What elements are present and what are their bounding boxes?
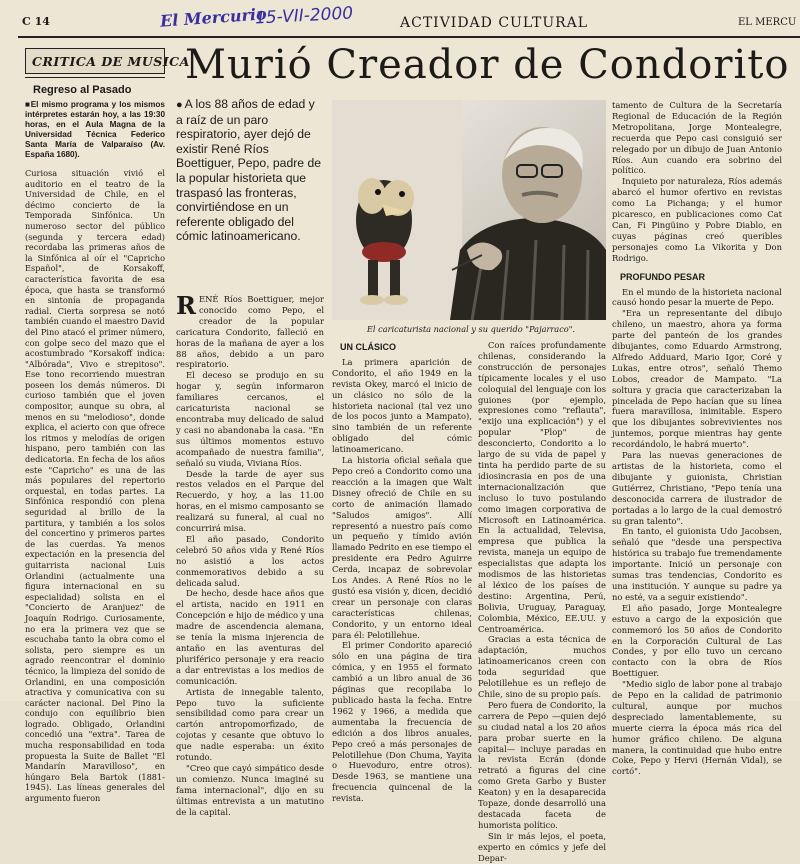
cartoonist-photo-illustration bbox=[332, 100, 606, 320]
subhead-un-clasico: UN CLÁSICO bbox=[340, 342, 396, 352]
column-1-para-6: Artista de innegable talento, Pepo tuvo la suficiente sensibilidad como para crear un cartón antropomorfizado, de cojotas y cesante que obtuvo lo que nadie esperaba: un éxito rotundo. bbox=[176, 686, 324, 763]
article-column-4 bbox=[612, 100, 782, 777]
column-3-para-3: Pero fuera de Condorito, la carrera de Pepo —quien dejó su ciudad natal a los 20 años para probar suerte en la capital— incluye paradas en la revista Ecrán (donde retrató a figuras del cine como Greta Garbo y Buster Keaton) y en la desaparecida Topaze, donde desarrolló una destacada faceta de humorista político. bbox=[478, 699, 606, 830]
column-3-para-4: Sin ir más lejos, el poeta, experto en cómics y jefe del Depar- bbox=[478, 830, 606, 863]
column-1-para-7: "Creo que cayó simpático desde un comienzo. Nunca imaginé su fama internacional", dijo en su últimas entrevista a un matutino de la capital. bbox=[176, 762, 324, 817]
column-4-para-1: tamento de Cultura de la Secretaría Regional de Educación de la Región Metropolitana, Jorge Montealegre, recuerda que Pepo casi consiguió ser relegado por un dibujo de Juan Antonio Ríos. Aun cuando era sobrino del político. bbox=[612, 100, 782, 176]
column-1-para-4: El año pasado, Condorito celebró 50 años vida y René Ríos no asistió a los actos conmemorativos debido a su delicada salud. bbox=[176, 533, 324, 588]
column-4-para-4: "Era un representante del dibujo chileno, un maestro, ahora ya forma parte del panteón de los grandes dibujantes, como Eduardo Armstrong, Alfredo Adduard, Mario Igor, Coré y Lukas, entre otros", señaló Themo Lobos, creador de Mampato. "La soltura y gracia que caracterizaban la pincelada de Pepo hacían que su línea fuera maravillosa, inimitable. Espero que los dibujantes sobrevivientes nos juntemos, porque mientras hay gente recordándolo, le habrá muerto". bbox=[612, 308, 782, 450]
column-subhead: Regreso al Pasado bbox=[33, 84, 132, 96]
column-4-para-3: En el mundo de la historieta nacional causó hondo pesar la muerte de Pepo. bbox=[612, 286, 782, 308]
article-column-3 bbox=[478, 340, 606, 864]
masthead bbox=[0, 0, 800, 42]
column-1-para-2: El deceso se produjo en su hogar y, según informaron familiares cercanos, el caricaturista nacional se encontraba muy delicado de salud y casi no abandonaba la casa. "En sus últimos momentos estuvo acompañado de nuestra familia", señaló su viuda, Viviana Ríos. bbox=[176, 370, 324, 468]
column-4-para-7: El año pasado, Jorge Montealegre estuvo a cargo de la exposición que conmemoró los 50 años de Condorito en la Corporación Cultural de Las Condes, y por ello tuvo un cercano contacto con la obra de Ríos Boettiguer. bbox=[612, 602, 782, 679]
article-column-1 bbox=[176, 291, 324, 818]
column-2-para-1: La primera aparición de Condorito, el año 1949 en la revista Okey, marcó el inicio de un clásico no sólo de la historieta nacional (tal vez uno de los pocos junto a Mampato), sino también de un referente obligado del cómic latinoamericano. bbox=[332, 356, 472, 455]
deck-text: A los 88 años de edad y a raíz de un paro respiratorio, ayer dejó de existir René Ríos Boettiguer, Pepo, padre de la popular historieta que traspasó las fronteras, convirtiéndose en un referente obligado del cómic latinoamericano. bbox=[176, 97, 322, 244]
column-4-para-6: En tanto, el guionista Udo Jacobsen, señaló que "desde una perspectiva histórica su trabajo fue tremendamente importante. Inició un personaje con sumas tras tendencias, Condorito es una institución. Y aunque su padre ya no esté, va a seguir existiendo". bbox=[612, 526, 782, 602]
column-3-para-2: Gracias a esta técnica de adaptación, muchos latinoamericanos creen con toda seguridad que Pelotillehue es un reflejo de Chile, sino de su propio país. bbox=[478, 634, 606, 699]
subhead-profundo-pesar: PROFUNDO PESAR bbox=[620, 271, 706, 282]
column-box-title: CRITICA DE MUSICA bbox=[25, 48, 165, 74]
column-body: Curiosa situación vivió el auditorio en el teatro de la Universidad de Chile, en el décimo concierto de la Temporada Sinfónica. Un numeroso sector del público (segunda y tercera edad) recordaba las primeras años de la Sinfónica al oír el "Capricho Español", de Korsakoff, característica favorita de esa época, que hasta se transformó en sintonía de propaganda radial. Cierta sorpresa se notó también cuando el maestro David del Pino atacó el primer número, con golpe seco del mazo que el acostumbrado "Korsakoff indica: "Albórada", Vivo e strepitoso". Ese tono recorriendo muestran poseen los demás números. Di curioso también que el joven compositor, aunque su obra, al menos en su "melodioso", donde explica, el acierto con que ofrece los ritmos y melodías de origen hispano, pero también con las dedicatoria. En fecha de los años este "Capricho" es una de las más populares del repertorio orquestal, en todas partes. La Sinfónica respondió con plena seguridad al brillo de la partitura, y también a los solos del concertino y primeros partes de las cuerdas. Ya menos expectación en la presencia del guitarrista nacional Luis Orlandini (actualmente una figura internacional en su especialidad) solista en el "Concierto de Aranjuez" de Joaquín Rodrigo. Curiosamente, no era la primera vez que se escuchaba tanto la obra como el solista, pero siempre es un agrado reencontrar el dominio técnico, la limpieza del sonido de Orlandini, en una composición atractiva y comunicativa con su carácter nacional. Del Pino la condujo con equilibrio bien logrado. Obligado, Orlandini concedió una "extra". Tarea de mucha responsabilidad en toda propuesta la Suite de Ballet "El Mandarín Maravilloso", en húngaro Bela Bartok (1881-1945). Las líneas generales del argumento fueron bbox=[25, 168, 165, 804]
masthead-right-label: EL MERCU bbox=[738, 17, 797, 28]
drop-cap: R bbox=[176, 291, 196, 320]
column-3-para-1: Con raíces profundamente chilenas, considerando la construcción de personajes típicamente locales y el uso coloquial del lenguaje con los guiones (por ejemplo, expresiones como "reflauta", "exijo una explicación") y el popular "Plop" de desconcierto, Condorito a lo largo de su vida de papel y tinta ha perdido parte de su idiosincrasia en pos de una internacionalización que incluso lo tuvo postulando como imagen corporativa de Microsoft en Latinoamérica. En la actualidad, Televisa, empresa que publica la revista, maneja un equipo de especialistas que adapta los modismos de las historietas al léxico de los países de destino: Argentina, Perú, Bolivia, Uruguay, Paraguay, Colombia, México, EE.UU. y Centroamérica. bbox=[478, 340, 606, 634]
round-bullet-icon: ● bbox=[176, 99, 183, 111]
photo-caption: El caricaturista nacional y su querido "Pajarraco". bbox=[366, 324, 576, 334]
column-1-para-1 bbox=[176, 291, 324, 370]
article-headline: Murió Creador de Condorito bbox=[185, 42, 790, 88]
page-number: C 14 bbox=[22, 15, 50, 28]
article-column-2 bbox=[332, 340, 472, 804]
music-critic-column bbox=[25, 48, 190, 804]
column-rule bbox=[25, 77, 165, 78]
handwritten-date: 15-VII-2000 bbox=[254, 3, 354, 29]
column-1-para-3: Desde la tarde de ayer sus restos velados en el Parque del Recuerdo, y hoy, a las 11.00 horas, en el mismo camposanto se realizará su funeral, al cual no concurrirá misa. bbox=[176, 468, 324, 534]
newspaper-brand-stamp: El Mercurio bbox=[159, 4, 268, 31]
column-4-para-2: Inquieto por naturaleza, Ríos además abarcó el humor ofertivo en revistas como La Pichanga; y el humor picaresco, en publicaciones como Cat Can, Fi Pingüino y Pobre Diablo, en cuyas páginas creó queribles personajes como La Vikorita y Don Rodrigo. bbox=[612, 176, 782, 263]
column-4-para-5: Para las nuevas generaciones de artistas de la historieta, como el dibujante y guionista, Christian Gutiérrez, Christiano, "Pepo tenía una desconocida carrera de ilustrador de portadas a lo largo de la cual demostró su gran talento". bbox=[612, 450, 782, 526]
column-lead bbox=[25, 100, 165, 160]
column-4-para-8: "Medio siglo de labor pone al trabajo de Pepo en la calidad de patrimonio cultural, aunque por muchos despreciado lamentablemente, su muerte cierra la época más rica del humor gráfico chileno. De alguna manera, la continuidad que hubo entre Coke, Pepo y Hervi (Hernán Vidal), se cortó". bbox=[612, 679, 782, 777]
column-2-para-3: El primer Condorito apareció sólo en una página de tira cómica, y en 1955 el formato cambió a un libro anual de 36 páginas que recopilaba lo publicado hasta la fecha. Entre 1962 y 1966, a medida que aumentaba la frecuencia de edición a dos libros anuales, Pepo creó a más personajes de Pelotillehue (Don Chuma, Yayita o Huevoduro, entre otros). Desde 1963, se mantiene una frecuencia quincenal de la revista. bbox=[332, 640, 472, 804]
square-bullet-icon: ■ bbox=[25, 100, 31, 109]
column-2-para-2: La historia oficial señala que Pepo creó a Condorito como una reacción a la imagen que Walt Disney ofreció de Chile en su corto de animación llamado "Saludos amigos". Allí representó a nuestro país como un pequeño y tímido avión llamado Pedrito en ese tiempo el presidente era Pedro Aguirre Cerda, incapaz de sobrevolar Los Andes. A René Ríos no le gustó esa visión y, dicen, decidió crear un personaje con claras características chilenas, Condorito, y un entorno ideal para él: Pelotillehue. bbox=[332, 455, 472, 640]
column-1-para-5: De hecho, desde hace años que el artista, nacido en 1911 en Concepción e hijo de médico y una madre de ascendencia alemana, se tenía la misma injerencia de antaño en las aventuras del pluriférico personaje y era reacio a dar entrevistas a los medios de comunicación. bbox=[176, 588, 324, 686]
article-deck bbox=[176, 97, 324, 244]
article-photo bbox=[332, 100, 606, 320]
column-lead-text: El mismo programa y los mismos intérpretes estarán hoy, a las 19:30 horas, en el Aula Magna de la Universidad Técnica Federico Santa María de Valparaíso (Av. España 1680). bbox=[25, 100, 165, 159]
top-rule bbox=[18, 36, 800, 38]
column-1-para-1-text: ENÉ Ríos Boettiguer, mejor conocido como Pepo, el creador de la popular caricatura Condorito, falleció en horas de la mañana de ayer a los 88 años, debido a un paro respiratorio. bbox=[176, 294, 324, 370]
section-title: ACTIVIDAD CULTURAL bbox=[400, 15, 589, 31]
